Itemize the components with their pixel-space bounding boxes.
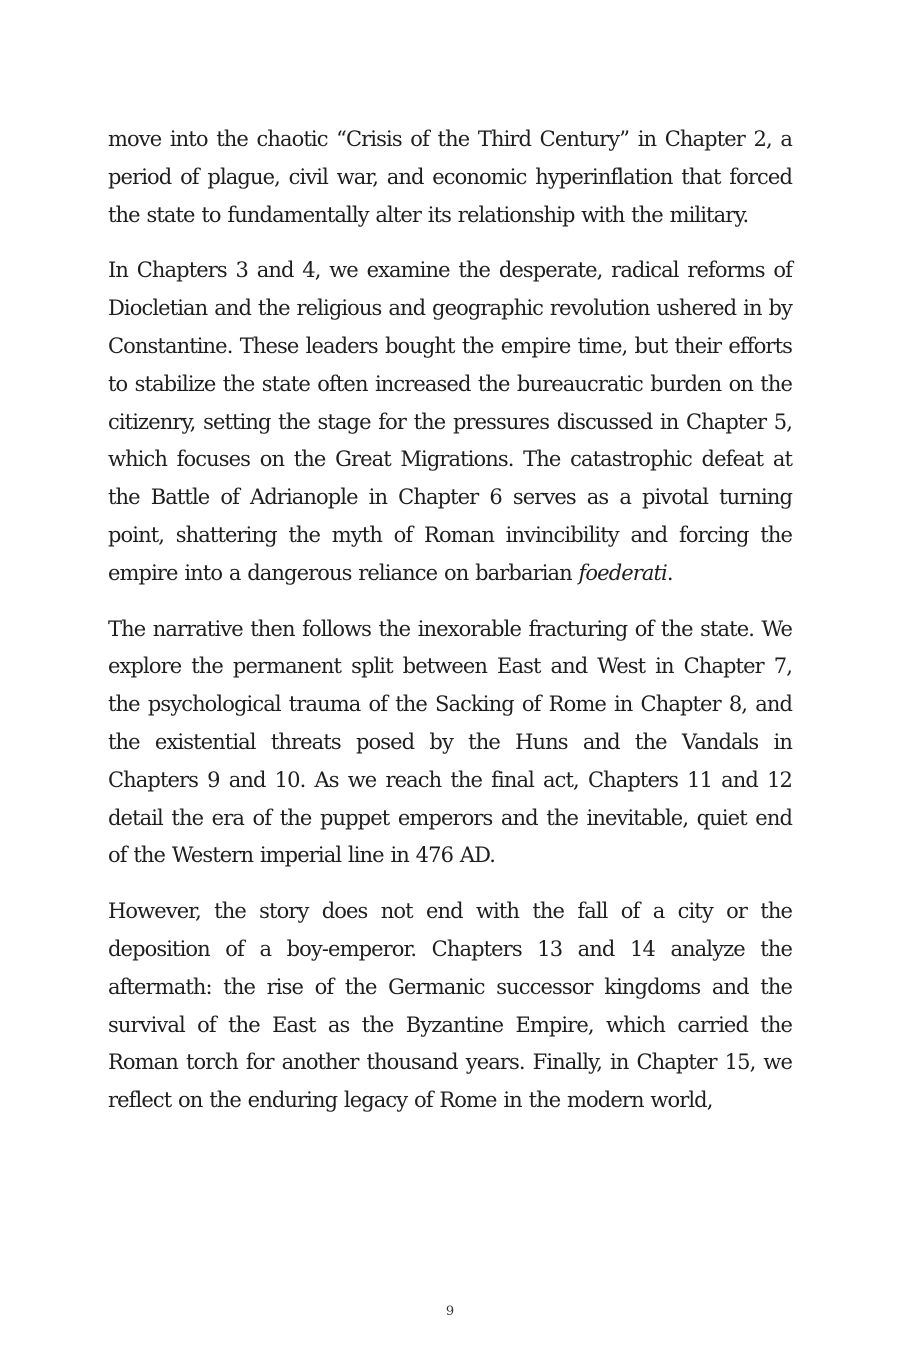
page-number: 9 [445,1304,455,1319]
paragraph-crisis-third-century [108,121,792,234]
page-body [108,121,792,1138]
paragraph-text: However, the story does not end with the fall of a city or the deposition of a boy-emperor. Chapters 13 and 14 analyze the aftermath: the rise of the Germanic successor kingdoms and the survival of the East as the Byzantine Empire, which carried the Roman torch for another thousand years. Finally, in Chapter 15, we reflect on the enduring legacy of Rome in the modern world, [108,899,792,1113]
paragraph-fracturing-state [108,611,792,876]
paragraph-aftermath-legacy [108,893,792,1120]
paragraph-text: In Chapters 3 and 4, we examine the desperate, radical reforms of Diocletian and the religious and geographic revolution ushered in by Constantine. These leaders bought the empire time, but their efforts to stabilize the state often increased the bureaucratic burden on the citizenry, setting the stage for the pressures discussed in Chapter 5, which focuses on the Great Migrations. The catastrophic defeat at the Battle of Adrianople in Chapter 6 serves as a pivotal turning point, shattering the myth of Roman invincibility and forcing the empire into a dangerous reliance on barbarian [108,258,792,585]
italic-term-foederati: foederati [578,560,667,585]
paragraph-reforms-migrations [108,252,792,592]
paragraph-text-end: . [666,560,673,585]
paragraph-text: move into the chaotic “Crisis of the Third Century” in Chapter 2, a period of plague, civil war, and economic hyperinflation that forced the state to fundamentally alter its relationship with the military. [108,127,792,227]
paragraph-text: The narrative then follows the inexorable fracturing of the state. We explore the permanent split between East and West in Chapter 7, the psychological trauma of the Sacking of Rome in Chapter 8, and the existential threats posed by the Huns and the Vandals in Chapters 9 and 10. As we reach the final act, Chapters 11 and 12 detail the era of the puppet emperors and the inevitable, quiet end of the Western imperial line in 476 AD. [108,616,792,868]
